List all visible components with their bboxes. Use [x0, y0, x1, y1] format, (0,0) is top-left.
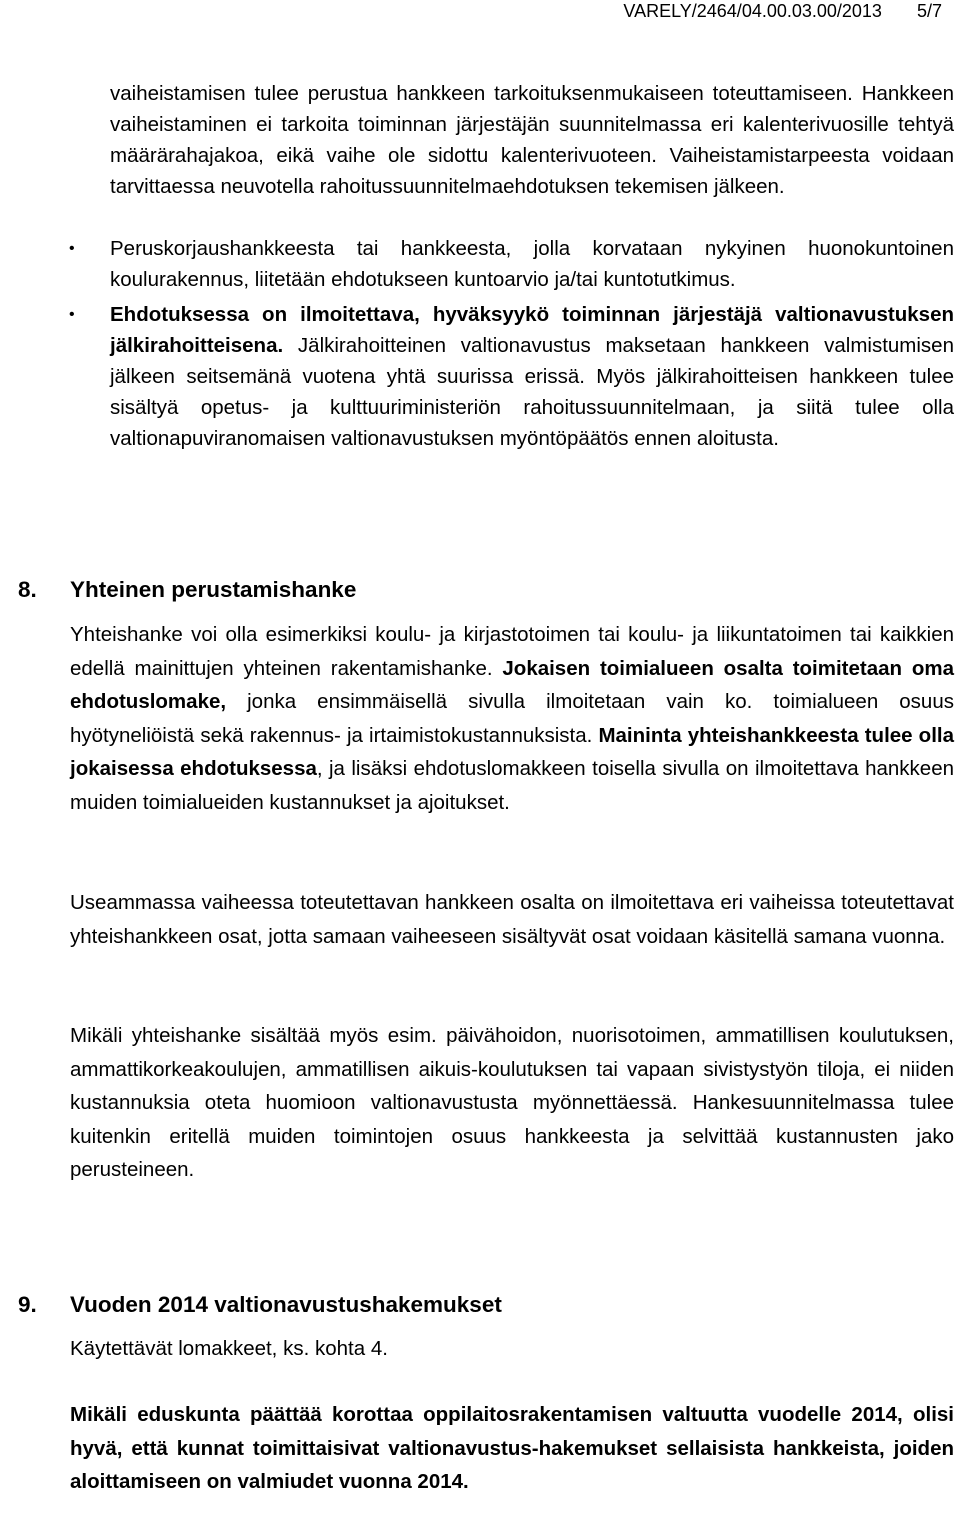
bold-text-run: Maininta yhteishankkeesta tulee olla jokaisessa ehdotuksessa	[70, 723, 954, 780]
section-9-heading	[18, 1290, 502, 1320]
section-title: Yhteinen perustamishanke	[70, 577, 357, 602]
text-run: Peruskorjaushankkeesta tai hankkeesta, jolla korvataan nykyinen huonokuntoinen koulurakennus, liitetään ehdotukseen kuntoarvio ja/tai kuntotutkimus.	[110, 237, 954, 291]
text-run: jonka ensimmäisellä sivulla ilmoitetaan vain ko. toimialueen osuus hyötyneliöistä sekä rakennus- ja irtaimistokustannuksista.	[70, 690, 954, 747]
bullet-item	[69, 299, 954, 454]
bullet-text	[110, 233, 954, 295]
section-8-heading	[18, 575, 356, 605]
section-9-paragraph-2	[70, 1398, 954, 1499]
document-reference: VARELY/2464/04.00.03.00/2013	[623, 1, 882, 21]
intro-paragraph-block	[110, 78, 954, 202]
bullet-icon: •	[69, 306, 75, 323]
bold-text-run: Mikäli eduskunta päättää korottaa oppilaitosrakentamisen valtuutta vuodelle 2014, olisi hyvä, että kunnat toimittaisivat valtionavustus-hakemukset sellaisista hankkeista, joiden aloittamiseen on valmiudet vuonna 2014.	[70, 1403, 954, 1493]
text-run: Käytettävät lomakkeet, ks. kohta 4.	[70, 1337, 388, 1360]
text-run: Yhteishanke voi olla esimerkiksi koulu- ja kirjastotoimen tai koulu- ja liikuntatoimen tai kaikkien edellä mainittujen yhteinen rakentamishanke.	[70, 623, 954, 680]
bold-text-run: Ehdotuksessa on ilmoitettava, hyväksyykö toiminnan järjestäjä valtionavustuksen jälkirahoitteisena.	[110, 303, 954, 357]
section-paragraph	[70, 1332, 954, 1366]
bold-text-run: Jokaisen toimialueen osalta toimitetaan oma ehdotuslomake,	[70, 656, 955, 713]
section-8-paragraph-1	[70, 618, 954, 819]
section-paragraph	[70, 1398, 954, 1499]
text-run: Mikäli yhteishanke sisältää myös esim. päivähoidon, nuorisotoimen, ammatillisen koulutuksen, ammattikorkeakoulujen, ammatillisen aikuis-koulutuksen tai vapaan sivistystyön tiloja, ei niiden kustannuksia oteta huomioon valtionavustusta myönnettäessä. Hankesuunnitelmassa tulee kuitenkin eritellä muiden toimintojen osuus hankkeesta ja selvittää kustannusten jako perusteineen.	[70, 1024, 954, 1181]
page-number: 5/7	[916, 1, 942, 21]
section-title: Vuoden 2014 valtionavustushakemukset	[70, 1292, 502, 1317]
section-paragraph	[70, 1019, 954, 1187]
text-run: vaiheistamisen tulee perustua hankkeen tarkoituksenmukaiseen toteuttamiseen. Hankkeen vaiheistaminen ei tarkoita toiminnan järjestäjän suunnitelmassa eri kalenterivuosille tehtyä määrärahajakoa, eikä vaihe ole sidottu kalenterivuoteen. Vaiheistamistarpeesta voidaan tarvittaessa neuvotella rahoitussuunnitelmaehdotuksen tekemisen jälkeen.	[110, 82, 954, 198]
text-run: Useammassa vaiheessa toteutettavan hankkeen osalta on ilmoitettava eri vaiheissa toteutettavat yhteishankkeen osat, jotta samaan vaiheeseen sisältyvät osat voidaan käsitellä samana vuonna.	[70, 891, 954, 948]
section-paragraph	[70, 618, 954, 819]
section-9-paragraph-1	[70, 1332, 954, 1366]
section-number: 9.	[18, 1292, 37, 1317]
section-number: 8.	[18, 577, 37, 602]
text-run: , ja lisäksi ehdotuslomakkeen toisella sivulla on ilmoitettava hankkeen muiden toimialueiden kustannukset ja ajoitukset.	[70, 757, 954, 814]
section-8-paragraph-3	[70, 1019, 954, 1187]
bullet-item	[69, 233, 954, 295]
page-header	[623, 1, 942, 22]
bullet-text	[110, 299, 954, 454]
section-8-paragraph-2	[70, 886, 954, 953]
intro-paragraph	[110, 78, 954, 202]
text-run: Jälkirahoitteinen valtionavustus maksetaan hankkeen valmistumisen jälkeen seitsemänä vuotena yhtä suurissa erissä. Myös jälkirahoitteisen hankkeen tulee sisältyä opetus- ja kulttuuriministeriön rahoitussuunnitelmaan, ja siitä tulee olla valtionapuviranomaisen valtionavustuksen myöntöpäätös ennen aloitusta.	[110, 334, 954, 450]
requirements-bullet-list	[69, 233, 954, 454]
section-paragraph	[70, 886, 954, 953]
bullet-icon: •	[69, 240, 75, 257]
